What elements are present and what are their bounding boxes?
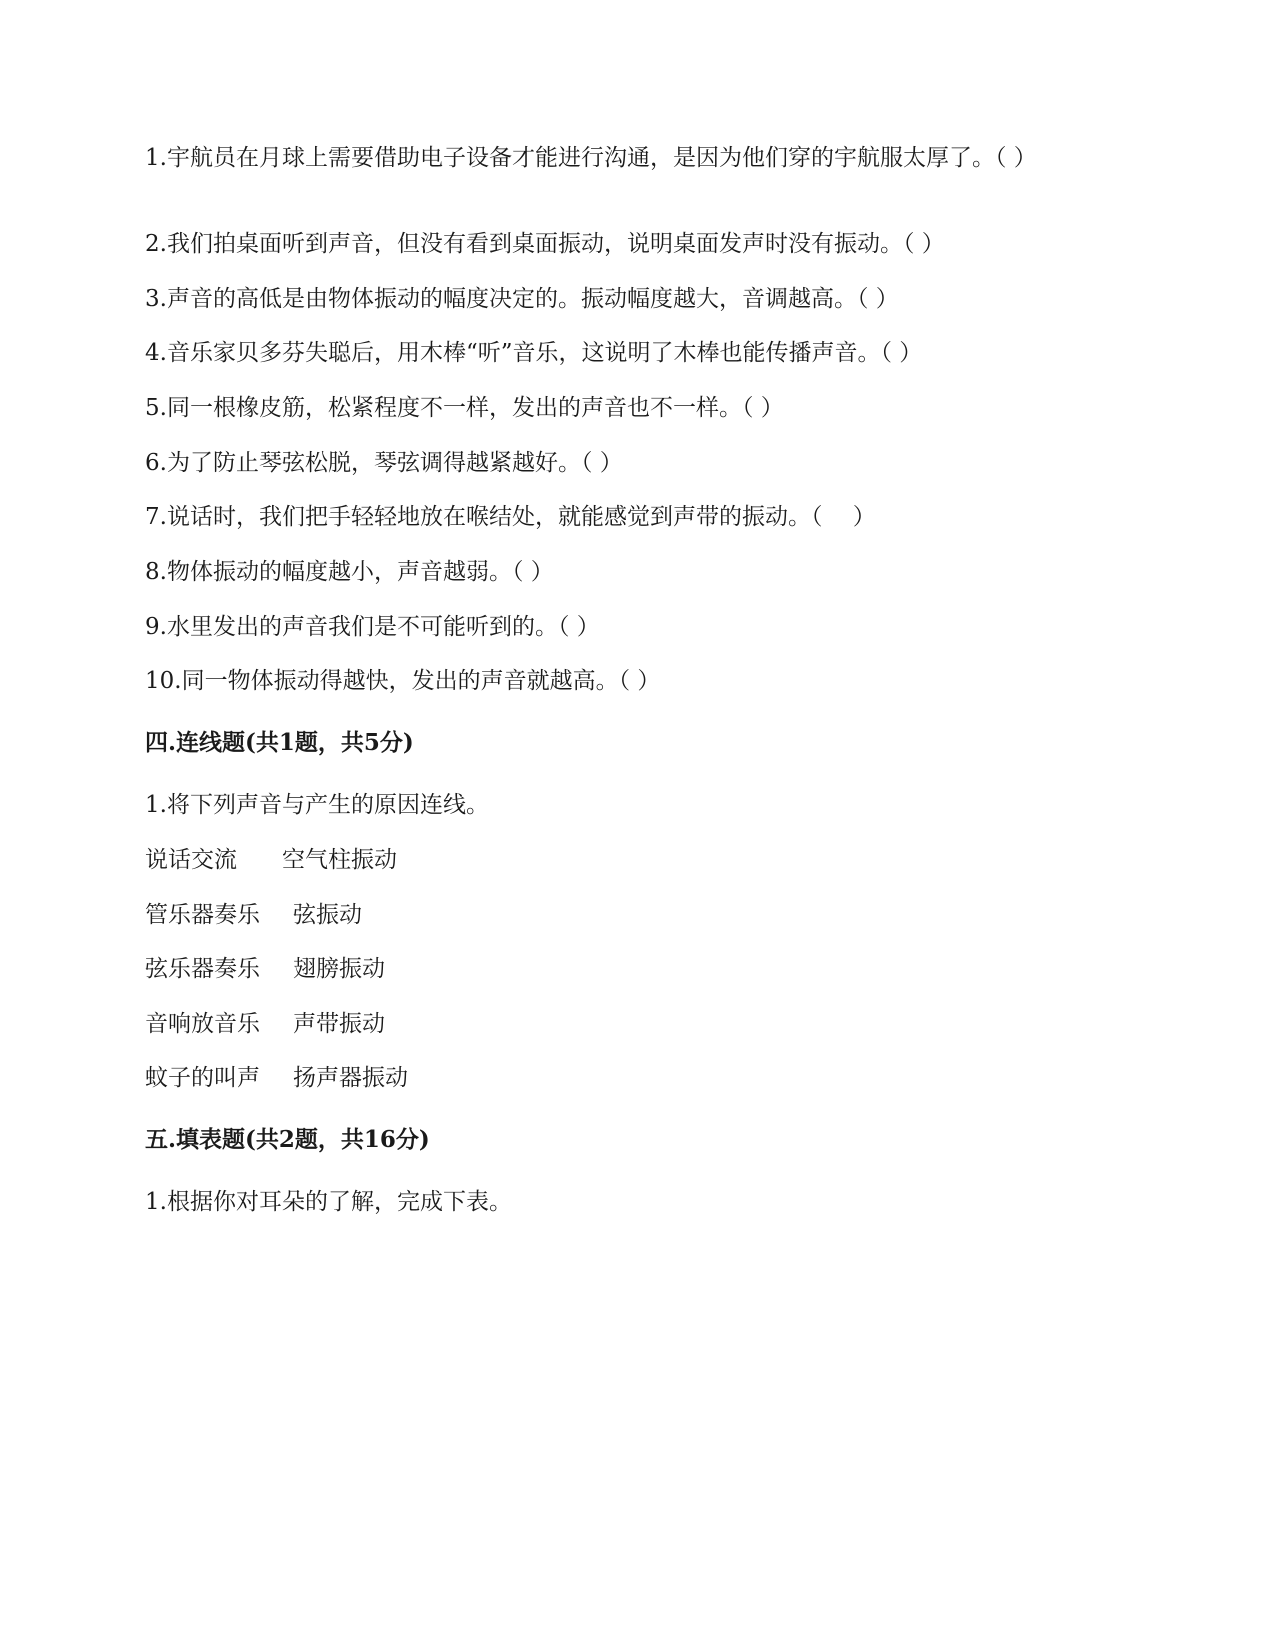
match-right-item: 翅膀振动 — [293, 956, 385, 982]
matching-row — [145, 953, 545, 985]
match-left-item: 蚊子的叫声 — [145, 1065, 260, 1091]
judgment-question-4: 4.音乐家贝多芬失聪后，用木棒“听”音乐，这说明了木棒也能传播声音。（ ） — [145, 340, 923, 366]
judgment-question-10: 10.同一物体振动得越快，发出的声音就越高。（ ） — [145, 668, 661, 694]
match-right-item: 弦振动 — [293, 902, 362, 928]
section-5-question: 1.根据你对耳朵的了解，完成下表。 — [145, 1189, 512, 1215]
match-left-item: 说话交流 — [145, 847, 237, 873]
judgment-question-3: 3.声音的高低是由物体振动的幅度决定的。振动幅度越大，音调越高。（ ） — [145, 286, 899, 312]
section-5-heading: 五.填表题(共2题，共16分) — [145, 1126, 430, 1153]
match-left-item: 弦乐器奏乐 — [145, 956, 260, 982]
judgment-question-2: 2.我们拍桌面听到声音，但没有看到桌面振动，说明桌面发声时没有振动。（ ） — [145, 231, 945, 257]
judgment-question-6: 6.为了防止琴弦松脱，琴弦调得越紧越好。（ ） — [145, 450, 623, 476]
matching-row — [145, 1062, 545, 1094]
judgment-question-5: 5.同一根橡皮筋，松紧程度不一样，发出的声音也不一样。（ ） — [145, 395, 784, 421]
matching-row — [145, 1008, 545, 1040]
match-right-item: 扬声器振动 — [293, 1065, 408, 1091]
judgment-question-7: 7.说话时，我们把手轻轻地放在喉结处，就能感觉到声带的振动。（ ） — [145, 504, 876, 530]
judgment-question-9: 9.水里发出的声音我们是不可能听到的。（ ） — [145, 614, 600, 640]
section-4-heading: 四.连线题(共1题，共5分) — [145, 729, 414, 756]
matching-row — [145, 844, 545, 876]
judgment-question-8: 8.物体振动的幅度越小，声音越弱。（ ） — [145, 559, 554, 585]
matching-row — [145, 899, 545, 931]
match-left-item: 管乐器奏乐 — [145, 902, 260, 928]
match-left-item: 音响放音乐 — [145, 1011, 260, 1037]
section-4-question: 1.将下列声音与产生的原因连线。 — [145, 792, 489, 818]
match-right-item: 声带振动 — [293, 1011, 385, 1037]
judgment-question-1: 1.宇航员在月球上需要借助电子设备才能进行沟通，是因为他们穿的宇航服太厚了。（ ） — [145, 145, 1037, 171]
matching-list — [145, 844, 545, 1094]
match-right-item: 空气柱振动 — [282, 847, 397, 873]
